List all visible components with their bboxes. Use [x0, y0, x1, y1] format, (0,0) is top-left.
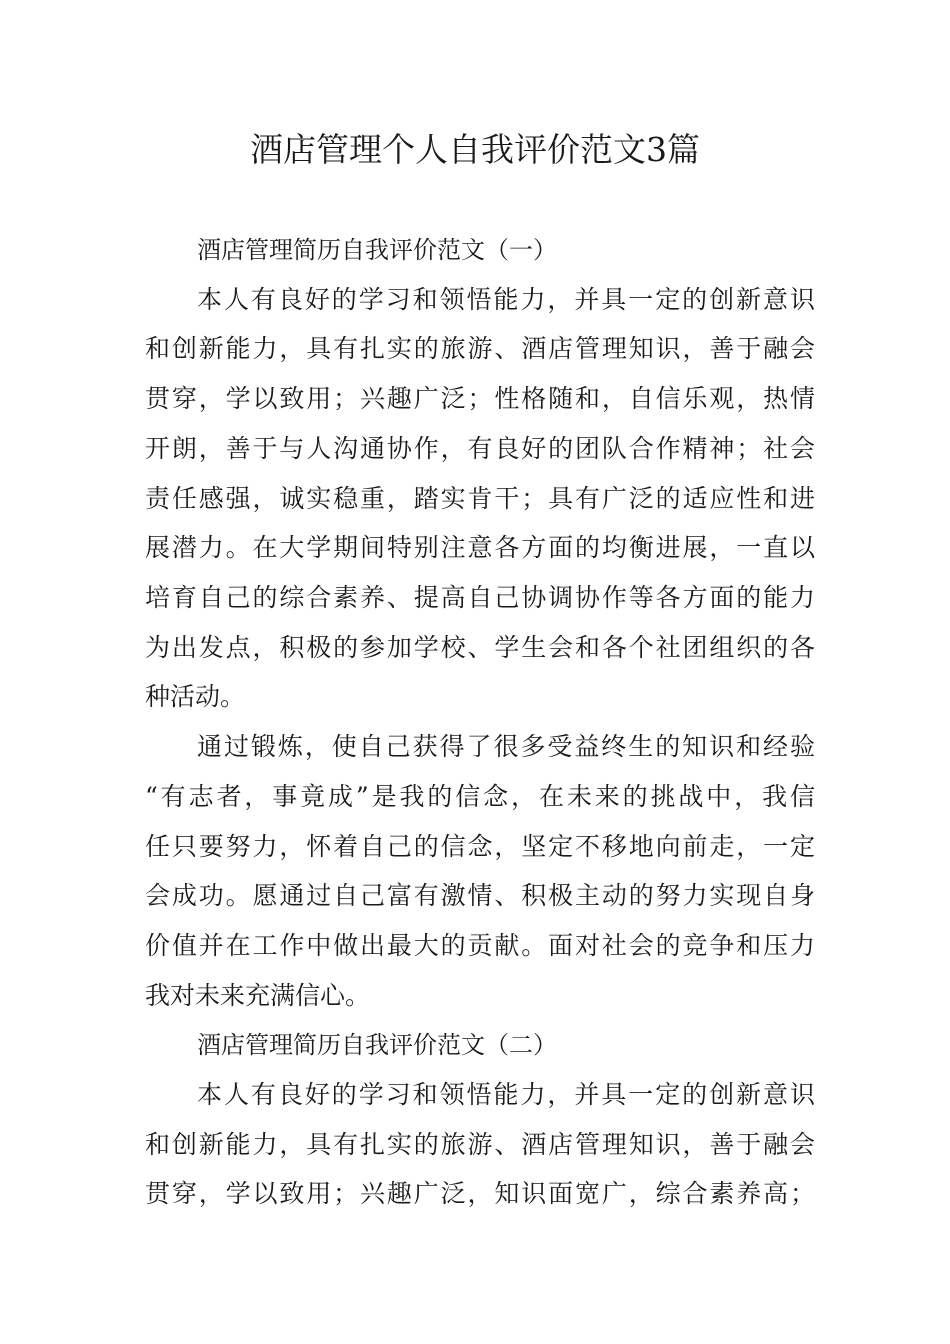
paragraph-line: 通过锻炼，使自己获得了很多受益终生的知识和经验 [197, 732, 815, 761]
paragraph-line: 和创新能力，具有扎实的旅游、酒店管理知识，善于融会 [145, 334, 815, 363]
paragraph-line: 展潜力。在大学期间特别注意各方面的均衡进展，一直以 [145, 533, 815, 562]
paragraph-line: “有志者，事竟成”是我的信念，在未来的挑战中，我信 [145, 782, 815, 811]
paragraph-line: 责任感强，诚实稳重，踏实肯干；具有广泛的适应性和进 [145, 484, 815, 513]
paragraph-line: 为出发点，积极的参加学校、学生会和各个社团组织的各 [145, 633, 815, 662]
paragraph-line: 种活动。 [145, 682, 246, 711]
paragraph-line: 和创新能力，具有扎实的旅游、酒店管理知识，善于融会 [145, 1130, 815, 1159]
paragraph-line: 价值并在工作中做出最大的贡献。面对社会的竞争和压力 [145, 931, 815, 960]
paragraph-line: 任只要努力，怀着自己的信念，坚定不移地向前走，一定 [145, 832, 815, 861]
section-heading-2: 酒店管理简历自我评价范文（二） [197, 1031, 557, 1059]
paragraph-line: 培育自己的综合素养、提高自己协调协作等各方面的能力 [145, 583, 815, 612]
paragraph-line: 贯穿，学以致用；兴趣广泛；性格随和，自信乐观，热情 [145, 384, 815, 413]
paragraph-line: 开朗，善于与人沟通协作，有良好的团队合作精神；社会 [145, 434, 815, 463]
section-heading-1: 酒店管理简历自我评价范文（一） [197, 236, 557, 264]
paragraph-line: 贯穿，学以致用；兴趣广泛，知识面宽广，综合素养高； [145, 1179, 815, 1208]
document-title: 酒店管理个人自我评价范文3篇 [250, 130, 700, 169]
paragraph-line: 会成功。愿通过自己富有激情、积极主动的努力实现自身 [145, 881, 815, 910]
paragraph-line: 我对未来充满信心。 [145, 981, 371, 1010]
paragraph-line: 本人有良好的学习和领悟能力，并具一定的创新意识 [197, 285, 815, 314]
paragraph-line: 本人有良好的学习和领悟能力，并具一定的创新意识 [197, 1080, 815, 1109]
